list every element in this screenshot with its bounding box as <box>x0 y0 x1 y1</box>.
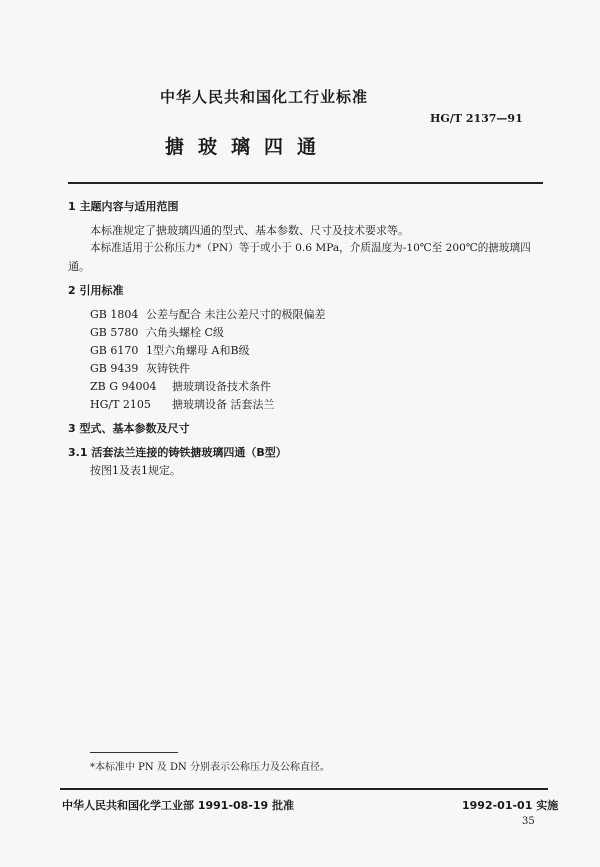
standard-code: HG/T 2137—91 <box>430 112 523 125</box>
section-3-heading: 3 型式、基本参数及尺寸 <box>68 422 190 435</box>
implementation-date: 1992-01-01 实施 <box>462 799 559 812</box>
footnote-divider <box>90 752 178 753</box>
reference-title: 搪玻璃设备 活套法兰 <box>172 398 275 411</box>
reference-code: ZB G 94004 <box>90 380 157 393</box>
section-1-paragraph-1: 本标准规定了搪玻璃四通的型式、基本参数、尺寸及技术要求等。 <box>90 224 409 237</box>
reference-title: 搪玻璃设备技术条件 <box>172 380 271 393</box>
footnote: *本标准中 PN 及 DN 分别表示公称压力及公称直径。 <box>90 762 330 773</box>
section-3-1-heading: 3.1 活套法兰连接的铸铁搪玻璃四通（B型） <box>68 446 287 459</box>
reference-title: 公差与配合 未注公差尺寸的极限偏差 <box>146 308 326 321</box>
section-2-heading: 2 引用标准 <box>68 284 124 297</box>
footer-divider <box>60 788 548 790</box>
reference-item <box>90 342 250 358</box>
section-1-paragraph-2-cont: 通。 <box>68 260 90 273</box>
reference-item <box>90 378 271 394</box>
reference-item <box>90 306 326 322</box>
issuing-organization: 中华人民共和国化工行业标准 <box>160 88 369 106</box>
reference-code: GB 1804 <box>90 308 139 321</box>
reference-item <box>90 324 224 340</box>
approval-statement: 中华人民共和国化学工业部 1991-08-19 批准 <box>62 799 295 812</box>
page-number: 35 <box>522 816 535 827</box>
reference-code: GB 6170 <box>90 344 139 357</box>
reference-title: 1型六角螺母 A和B级 <box>146 344 250 357</box>
document-title: 搪玻璃四通 <box>165 136 331 158</box>
section-1-paragraph-2: 本标准适用于公称压力*（PN）等于或小于 0.6 MPa，介质温度为-10℃至 200℃的搪玻璃四 <box>90 242 531 254</box>
reference-code: HG/T 2105 <box>90 398 151 411</box>
section-3-1-text: 按图1及表1规定。 <box>90 464 181 477</box>
reference-code: GB 5780 <box>90 326 139 339</box>
reference-item <box>90 360 190 376</box>
reference-title: 灰铸铁件 <box>146 362 190 375</box>
header-divider <box>68 182 543 184</box>
reference-title: 六角头螺栓 C级 <box>146 326 224 339</box>
reference-code: GB 9439 <box>90 362 139 375</box>
reference-item <box>90 396 275 412</box>
section-1-heading: 1 主题内容与适用范围 <box>68 200 179 213</box>
